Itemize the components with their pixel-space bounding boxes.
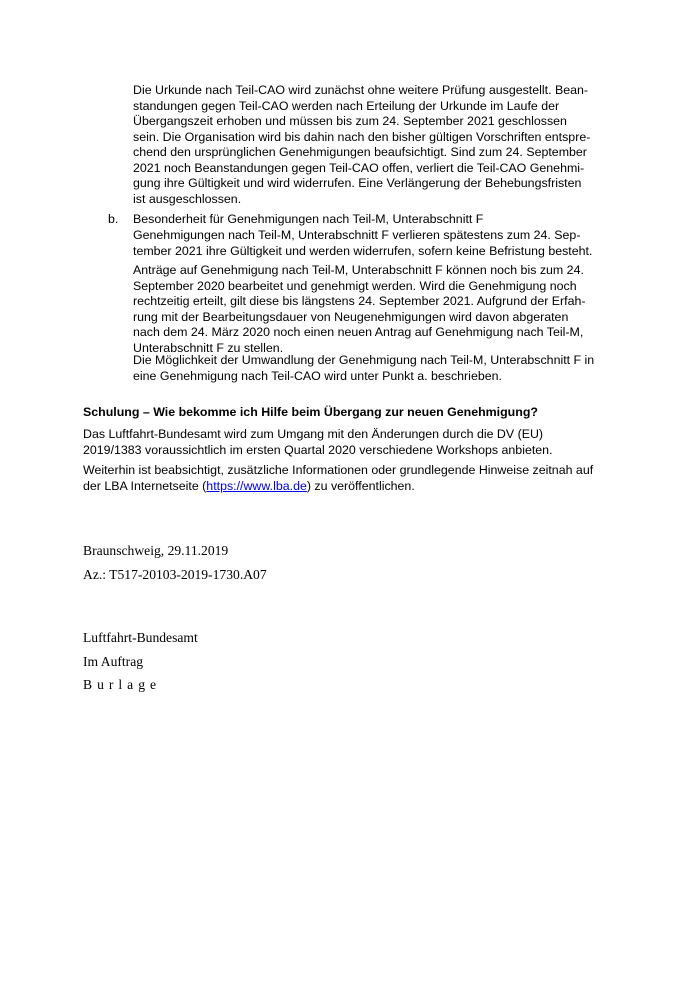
text-line: nach dem 24. März 2020 noch einen neuen Antrag auf Genehmigung nach Teil-M, [133,325,584,339]
lba-website-link[interactable]: https://www.lba.de [206,478,307,493]
text-line: eine Genehmigung nach Teil-CAO wird unter Punkt a. beschrieben. [133,368,502,383]
text-line: Genehmigungen nach Teil-M, Unterabschnitt F verlieren spätestens zum 24. Sep- [133,228,581,242]
text-line: Anträge auf Genehmigung nach Teil-M, Unterabschnitt F können noch bis zum 24. [133,263,584,277]
text-line: September 2020 bearbeitet und genehmigt werden. Wird die Genehmigung noch [133,278,577,293]
text-line: Besonderheit für Genehmigungen nach Teil-M, Unterabschnitt F [133,212,484,226]
text-line: Das Luftfahrt-Bundesamt wird zum Umgang mit den Änderungen durch die DV (EU) [83,427,544,441]
text-line: tember 2021 ihre Gültigkeit und werden widerrufen, sofern keine Befristung besteht. [133,243,593,258]
paragraph-item-a-continued [133,83,590,207]
text-line: gung ihre Gültigkeit und wird widerrufen. Eine Verlängerung der Behebungsfristen [133,176,582,190]
section-heading-schulung [83,405,538,421]
text-line: Weiterhin ist beabsichtigt, zusätzliche Informationen oder grundlegende Hinweise zeitnah auf [83,463,594,477]
place-date: Braunschweig, 29.11.2019 [83,543,229,558]
on-behalf-line: Im Auftrag [83,654,144,669]
text-line: ist ausgeschlossen. [133,191,242,206]
text-line: Die Möglichkeit der Umwandlung der Genehmigung nach Teil-M, Unterabschnitt F in [133,353,595,367]
list-marker-b: b. [108,212,119,226]
text-line: rung mit der Bearbeitungsdauer von Neugenehmigungen wird davon abgeraten [133,309,569,324]
schulung-paragraph-1 [83,427,553,458]
text-line: Unterabschnitt F zu stellen. [133,340,284,355]
item-b-paragraph-1 [133,228,592,259]
item-b-title [133,212,483,228]
schulung-paragraph-2 [83,463,593,494]
text-line: standungen gegen Teil-CAO werden nach Erteilung der Urkunde im Laufe der [133,98,560,113]
item-b-paragraph-2 [133,263,586,356]
text-line: 2021 noch Beanstandungen gegen Teil-CAO offen, verliert die Teil-CAO Genehmi- [133,160,585,175]
text-line: rechtzeitig erteilt, gilt diese bis längstens 24. September 2021. Aufgrund der Erfah- [133,294,586,308]
text-line: 2019/1383 voraussichtlich im ersten Quartal 2020 verschiedene Workshops anbieten. [83,442,553,457]
text-line: sein. Die Organisation wird bis dahin nach den bisher gültigen Vorschriften entspre- [133,129,591,144]
authority-name: Luftfahrt-Bundesamt [83,630,198,645]
item-b-paragraph-3 [133,353,594,384]
heading-text: Schulung – Wie bekomme ich Hilfe beim Übergang zur neuen Genehmigung? [83,405,538,419]
text-line: chend den ursprünglichen Genehmigungen beaufsichtigt. Sind zum 24. September [133,145,587,159]
text-line-with-link [83,479,593,495]
text-line: Die Urkunde nach Teil-CAO wird zunächst ohne weitere Prüfung ausgestellt. Bean- [133,83,589,97]
signer-name: Burlage [83,677,162,692]
text-line: Übergangszeit erhoben und müssen bis zum 24. September 2021 geschlossen [133,114,567,128]
text-fragment: ) zu veröffentlichen. [306,478,415,493]
text-fragment: der LBA Internetseite ( [83,478,207,493]
reference-number: Az.: T517-20103-2019-1730.A07 [83,567,267,582]
